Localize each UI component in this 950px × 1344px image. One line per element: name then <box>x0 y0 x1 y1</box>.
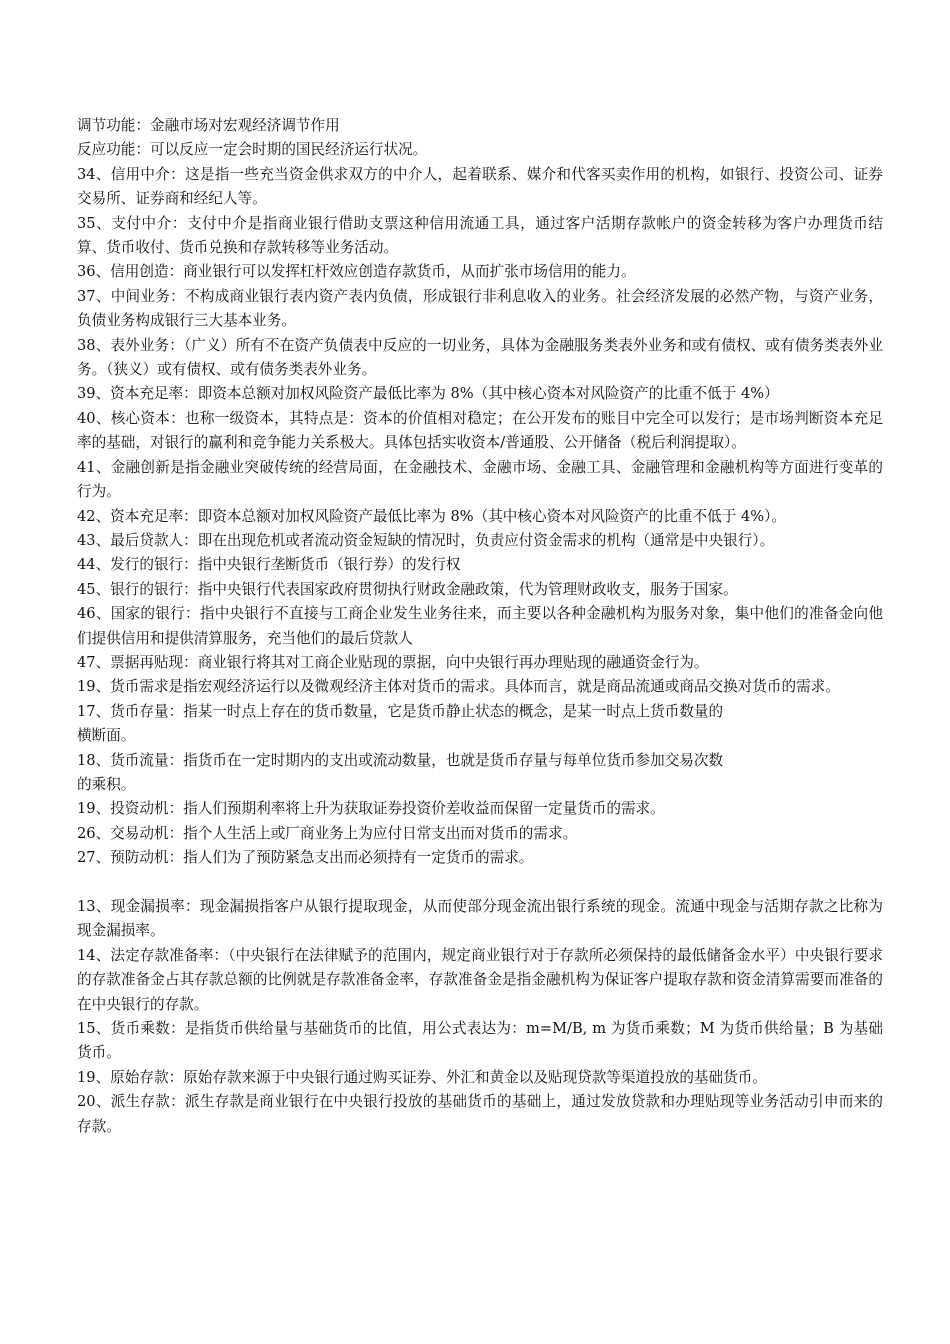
paragraph-40-core-capital: 40、核心资本：也称一级资本，其特点是：资本的价值相对稳定；在公开发布的账目中完全可以发行；是市场判断资本充足率的基础，对银行的赢利和竞争能力关系极大。具体包括实收资本/普通股、公开储备（税后利润提取）。 <box>77 409 883 452</box>
document-page <box>77 114 883 1139</box>
paragraph-26-transaction-motive: 26、交易动机：指个人生活上或厂商业务上为应付日常支出而对货币的需求。 <box>77 824 578 842</box>
paragraph-34-credit-intermediary: 34、信用中介：这是指一些充当资金供求双方的中介人，起着联系、媒介和代客买卖作用的机构，如银行、投资公司、证券交易所、证券商和经纪人等。 <box>77 165 883 208</box>
paragraph-19-primary-deposit: 19、原始存款：原始存款来源于中央银行通过购买证券、外汇和黄金以及贴现贷款等渠道投放的基础货币。 <box>77 1068 767 1086</box>
paragraph-line: 17、货币存量：指某一时点上存在的货币数量，它是货币静止状态的概念，是某一时点上货币数量的 <box>77 702 724 720</box>
paragraph-line: 的乘积。 <box>77 775 136 793</box>
paragraph-15-money-multiplier: 15、货币乘数：是指货币供给量与基础货币的比值，用公式表达为：m=M/B, m 为货币乘数；M 为货币供给量；B 为基础货币。 <box>77 1020 883 1062</box>
paragraph-reflection-function: 反应功能：可以反应一定会时期的国民经济运行状况。 <box>77 141 428 159</box>
paragraph-18-money-flow <box>77 749 883 798</box>
paragraph-44-bank-of-issue: 44、发行的银行：指中央银行垄断货币（银行券）的发行权 <box>77 556 461 574</box>
blank-line <box>77 871 883 895</box>
paragraph-36-credit-creation: 36、信用创造：商业银行可以发挥杠杆效应创造存款货币，从而扩张市场信用的能力。 <box>77 263 636 281</box>
paragraph-20-derivative-deposit: 20、派生存款：派生存款是商业银行在中央银行投放的基础货币的基础上，通过发放贷款和办理贴现等业务活动引申而来的存款。 <box>77 1093 883 1135</box>
paragraph-38-off-balance-business: 38、表外业务：（广义）所有不在资产负债表中反应的一切业务，具体为金融服务类表外业务和或有债权、或有债务类表外业务。（狭义）或有债权、或有债务类表外业务。 <box>77 336 883 379</box>
paragraph-46-government-bank: 46、国家的银行：指中央银行不直接与工商企业发生业务往来，而主要以各种金融机构为服务对象，集中他们的准备金向他们提供信用和提供清算服务，充当他们的最后贷款人 <box>77 605 883 647</box>
paragraph-45-bankers-bank: 45、银行的银行：指中央银行代表国家政府贯彻执行财政金融政策，代为管理财政收支，服务于国家。 <box>77 580 738 598</box>
paragraph-19-money-demand: 19、货币需求是指宏观经济运行以及微观经济主体对货币的需求。具体而言，就是商品流通或商品交换对货币的需求。 <box>77 678 840 696</box>
paragraph-37-intermediate-business: 37、中间业务：不构成商业银行表内资产表内负债，形成银行非利息收入的业务。社会经济发展的必然产物，与资产业务，负债业务构成银行三大基本业务。 <box>77 287 883 330</box>
paragraph-42-capital-adequacy: 42、资本充足率：即资本总额对加权风险资产最低比率为 8%（其中核心资本对风险资产的比重不低于 4%）。 <box>77 507 786 525</box>
paragraph-35-payment-intermediary: 35、支付中介：支付中介是指商业银行借助支票这种信用流通工具，通过客户活期存款帐户的资金转移为客户办理货币结算、货币收付、货币兑换和存款转移等业务活动。 <box>77 214 883 257</box>
paragraph-19-speculative-motive: 19、投资动机：指人们预期利率将上升为获取证券投资价差收益而保留一定量货币的需求。 <box>77 800 665 818</box>
paragraph-14-reserve-requirement: 14、法定存款准备率：（中央银行在法律赋予的范围内，规定商业银行对于存款所必须保持的最低储备金水平）中央银行要求的存款准备金占其存款总额的比例就是存款准备金率，存款准备金是指金融机构为保证客户提取存款和资金清算需要而准备的在中央银行的存款。 <box>77 946 883 1013</box>
paragraph-13-cash-leakage-ratio: 13、现金漏损率：现金漏损指客户从银行提取现金，从而使部分现金流出银行系统的现金。流通中现金与活期存款之比称为现金漏损率。 <box>77 897 883 940</box>
paragraph-regulation-function: 调节功能：金融市场对宏观经济调节作用 <box>77 117 340 134</box>
paragraph-17-money-stock <box>77 700 883 749</box>
paragraph-39-capital-adequacy: 39、资本充足率：即资本总额对加权风险资产最低比率为 8%（其中核心资本对风险资产的比重不低于 4%） <box>77 385 779 403</box>
paragraph-41-financial-innovation: 41、金融创新是指金融业突破传统的经营局面，在金融技术、金融市场、金融工具、金融管理和金融机构等方面进行变革的行为。 <box>77 458 883 501</box>
paragraph-27-precautionary-motive: 27、预防动机：指人们为了预防紧急支出而必须持有一定货币的需求。 <box>77 849 534 867</box>
paragraph-line: 横断面。 <box>77 727 136 745</box>
paragraph-line: 18、货币流量：指货币在一定时期内的支出或流动数量，也就是货币存量与每单位货币参加交易次数 <box>77 751 724 769</box>
paragraph-47-rediscount: 47、票据再贴现：商业银行将其对工商企业贴现的票据，向中央银行再办理贴现的融通资金行为。 <box>77 653 709 671</box>
paragraph-43-lender-of-last-resort: 43、最后贷款人：即在出现危机或者流动资金短缺的情况时，负责应付资金需求的机构（通常是中央银行）。 <box>77 531 775 549</box>
